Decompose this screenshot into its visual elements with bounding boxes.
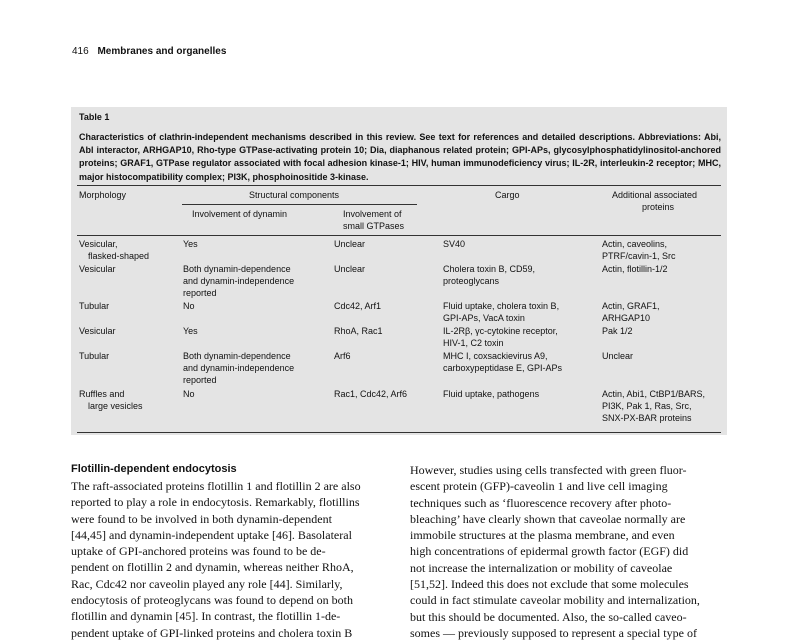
text-line: immobile structures at the plasma membrane, and even — [410, 528, 675, 543]
body-column-left — [71, 463, 390, 641]
cell-morphology: Tubular — [79, 301, 110, 311]
cell-additional: Unclear — [602, 351, 634, 361]
header-cargo: Cargo — [495, 190, 520, 200]
table-1 — [71, 107, 727, 435]
structural-components-rule — [182, 204, 417, 205]
cell-cargo: Cholera toxin B, CD59, proteoglycans — [443, 264, 536, 286]
text-line: high concentrations of epidermal growth factor (EGF) did — [410, 544, 689, 559]
cell-cargo: Fluid uptake, pathogens — [443, 389, 540, 399]
text-line: but this should be documented. Also, the so-called caveo- — [410, 609, 687, 624]
cell-dynamin: Yes — [183, 326, 198, 336]
cell-morphology: Tubular — [79, 351, 110, 361]
cell-gtpases: Cdc42, Arf1 — [334, 301, 382, 311]
text-line: could in fact stimulate caveolar mobility and internalization, — [410, 593, 700, 608]
page-number: 416 — [72, 46, 89, 57]
table-caption: Characteristics of clathrin-independent mechanisms described in this review. See text for references and detailed descriptions. Abbreviations: Abi, Abl interactor, ARHGAP10, Rho-type GTPase-activating protein 10; Dia, diaphanous related protein; GPI-APs, glycosylphosphatidylinositol-anchored proteins; GRAF1, GTPase regulator associated with focal adhesion kinase-1; HIV, human immunodeficiency virus; IL-2R, interleukin-2 receptor; MHC, major histocompatibility complex; PI3K, phosphoinositide 3-kinase. — [79, 132, 721, 182]
cell-dynamin: Both dynamin-dependence and dynamin-independence reported — [183, 264, 295, 298]
text-line: The raft-associated proteins flotillin 1 and flotillin 2 are also — [71, 479, 361, 493]
table-bottom-rule — [77, 432, 721, 433]
running-head — [72, 46, 226, 57]
cell-morphology: Ruffles and large vesicles — [79, 389, 143, 411]
cell-morphology: Vesicular, flasked-shaped — [79, 239, 150, 261]
cell-morphology: Vesicular — [79, 326, 116, 336]
table-title: Table 1 — [79, 112, 110, 122]
text-line: However, studies using cells transfected with green fluor- — [410, 463, 687, 477]
text-line: uptake of GPI-anchored proteins was found to be de- — [71, 544, 326, 559]
text-line: bleaching’ have clearly shown that caveolae normally are — [410, 511, 686, 526]
text-line: Rac, Cdc42 nor caveolin played any role [44]. Similarly, — [71, 576, 343, 591]
cell-gtpases: RhoA, Rac1 — [334, 326, 383, 336]
cell-dynamin: Both dynamin-dependence and dynamin-independence reported — [183, 351, 295, 385]
cell-morphology: Vesicular — [79, 264, 116, 274]
header-morphology: Morphology — [79, 190, 127, 200]
header-dynamin: Involvement of dynamin — [192, 209, 288, 219]
text-line: reported to play a role in endocytosis. Remarkably, flotillins — [71, 495, 360, 510]
text-line: flotillin and dynamin [45]. In contrast, the flotillin 1-de- — [71, 609, 341, 624]
text-line: endocytosis of proteoglycans was found to depend on both — [71, 593, 353, 608]
body-column-right — [410, 462, 729, 641]
cell-gtpases: Unclear — [334, 264, 366, 274]
cell-additional: Actin, GRAF1, ARHGAP10 — [602, 301, 660, 323]
text-line: techniques such as ‘fluorescence recovery after photo- — [410, 495, 672, 510]
cell-cargo: SV40 — [443, 239, 466, 249]
cell-dynamin: No — [183, 389, 195, 399]
running-title: Membranes and organelles — [97, 46, 227, 57]
cell-gtpases: Unclear — [334, 239, 366, 249]
cell-additional: Actin, flotillin-1/2 — [602, 264, 668, 274]
text-line: pendent uptake of GPI-linked proteins and cholera toxin B — [71, 625, 353, 640]
text-line: not increase the internalization or mobility of caveolae — [410, 560, 673, 575]
cell-gtpases: Arf6 — [334, 351, 351, 361]
cell-additional: Pak 1/2 — [602, 326, 633, 336]
cell-additional: Actin, Abi1, CtBP1/BARS, PI3K, Pak 1, Ras, Src, SNX-PX-BAR proteins — [602, 389, 706, 423]
cell-dynamin: Yes — [183, 239, 198, 249]
cell-cargo: IL-2Rβ, γc-cytokine receptor, HIV-1, C2 toxin — [443, 326, 558, 348]
header-structural-components: Structural components — [249, 190, 340, 200]
cell-gtpases: Rac1, Cdc42, Arf6 — [334, 389, 408, 399]
cell-cargo: Fluid uptake, cholera toxin B, GPI-APs, VacA toxin — [443, 301, 560, 323]
text-line: somes — previously supposed to represent a special type of — [410, 625, 697, 640]
table-top-rule — [77, 185, 721, 186]
cell-additional: Actin, caveolins, PTRF/cavin-1, Src — [602, 239, 676, 261]
text-line: were found to be involved in both dynamin-dependent — [71, 511, 332, 526]
table-header-rule — [77, 235, 721, 236]
text-line: [44,45] and dynamin-independent uptake [46]. Basolateral — [71, 527, 352, 542]
text-line: escent protein (GFP)-caveolin 1 and live cell imaging — [410, 479, 668, 494]
section-heading: Flotillin-dependent endocytosis — [71, 463, 237, 475]
header-gtpases: Involvement of small GTPases — [343, 209, 405, 231]
cell-cargo: MHC I, coxsackievirus A9, carboxypeptidase E, GPI-APs — [443, 351, 563, 373]
text-line: pendent on flotillin 2 and dynamin, whereas neither RhoA, — [71, 560, 354, 575]
text-line: [51,52]. Indeed this does not exclude that some molecules — [410, 577, 689, 592]
header-additional-proteins: Additional associated proteins — [612, 190, 698, 212]
cell-dynamin: No — [183, 301, 195, 311]
